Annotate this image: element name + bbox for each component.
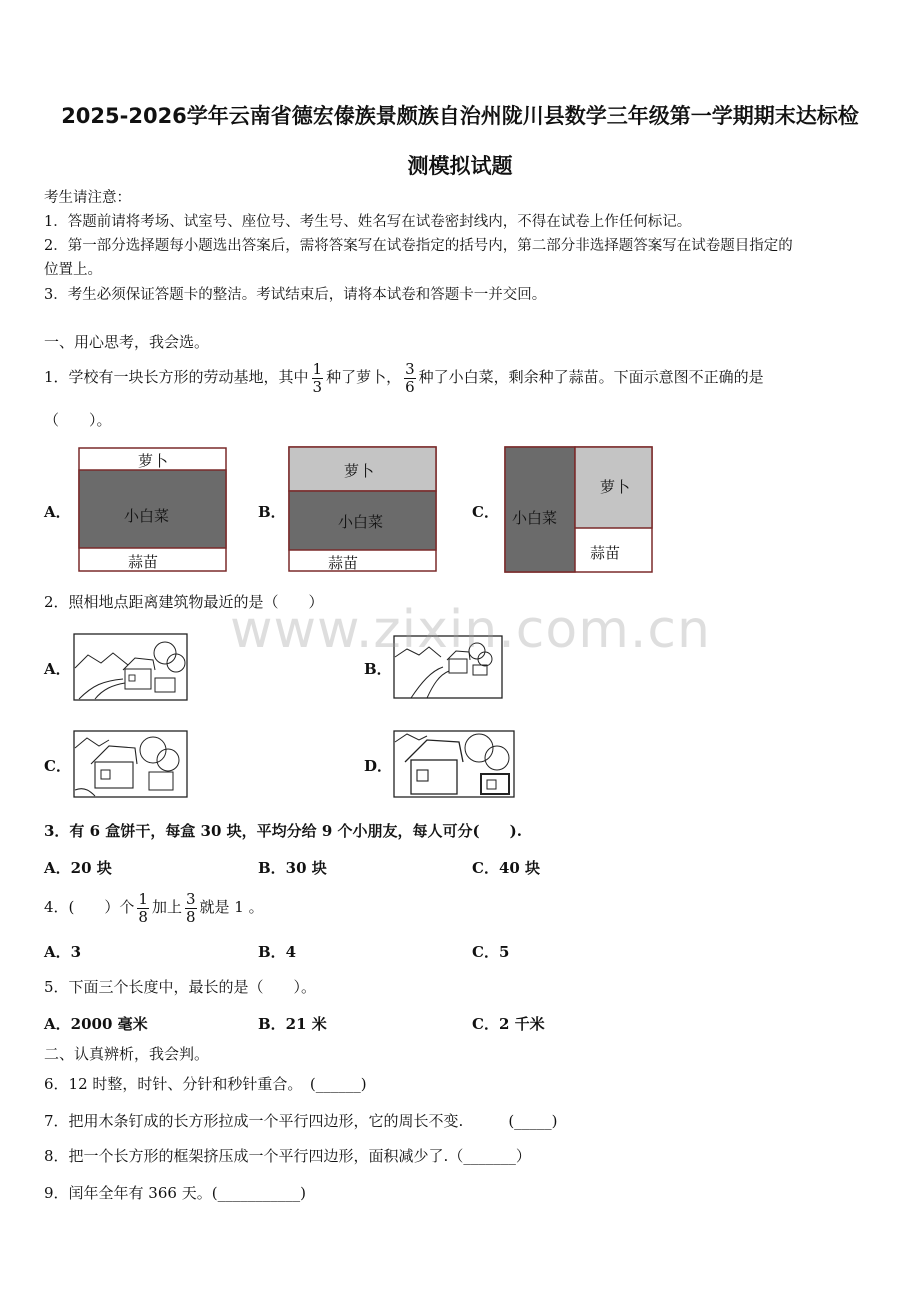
q2-option-d-label: D． <box>364 757 393 775</box>
question-4-line <box>44 886 264 928</box>
q1-b-garlic-label: 蒜苗 <box>328 554 359 572</box>
q4-option-b: B．4 <box>258 943 297 961</box>
fraction-3-8: $\frac{3}{8}$ <box>185 889 196 926</box>
page-title-line2: 测模拟试题 <box>407 154 513 178</box>
notice-item-1: 1．答题前请将考场、试室号、座位号、考生号、姓名写在试卷密封线内，不得在试卷上作任何标记。 <box>44 214 692 230</box>
q1-text-part2: 种了萝卜， <box>326 368 402 386</box>
question-7-text: 7．把用木条钉成的长方形拉成一个平行四边形，它的周长不变. (_____) <box>44 1112 558 1130</box>
question-9-text: 9．闰年全年有 366 天。(___________) <box>44 1184 306 1202</box>
q1-answer-blank: （ ）。 <box>44 411 112 429</box>
page-title-line1: 2025-2026学年云南省德宏傣族景颇族自治州陇川县数学三年级第一学期期末达标检 <box>61 104 859 128</box>
q5-option-a: A．2000 毫米 <box>44 1015 148 1033</box>
q1-b-cabbage-label: 小白菜 <box>338 513 384 531</box>
section-1-heading: 一、用心思考，我会选。 <box>44 333 210 351</box>
q3-option-a: A．20 块 <box>44 859 112 877</box>
q2-picture-d <box>393 730 515 798</box>
q4-option-c: C．5 <box>472 943 510 961</box>
q1-b-radish-label: 萝卜 <box>344 462 375 480</box>
q1-a-garlic-label: 蒜苗 <box>128 553 159 571</box>
q1-text-part1: 1．学校有一块长方形的劳动基地，其中 <box>44 368 309 386</box>
question-6-text: 6．12 时整，时针、分针和秒针重合。 (______) <box>44 1075 367 1093</box>
watermark: www.zixin.com.cn <box>230 600 711 660</box>
q3-option-b: B．30 块 <box>258 859 327 877</box>
fraction-3-6: $\frac{3}{6}$ <box>405 359 415 396</box>
q1-a-cabbage-label: 小白菜 <box>124 507 170 525</box>
q1-text-part3: 种了小白菜，剩余种了蒜苗。下面示意图不正确的是 <box>418 368 764 386</box>
q2-option-c-label: C． <box>44 757 71 775</box>
q1-c-cabbage-label: 小白菜 <box>512 509 558 527</box>
q1-option-a-label: A． <box>44 503 71 521</box>
q1-c-garlic-label: 蒜苗 <box>590 544 621 562</box>
q2-picture-a <box>73 633 188 701</box>
notice-item-3: 3．考生必须保证答题卡的整洁。考试结束后，请将本试卷和答题卡一并交回。 <box>44 287 547 303</box>
fraction-1-8: $\frac{1}{8}$ <box>138 889 148 926</box>
question-5-text: 5．下面三个长度中，最长的是（ ）。 <box>44 978 317 996</box>
q1-c-radish-label: 萝卜 <box>600 478 631 496</box>
fraction-1-3: $\frac{1}{3}$ <box>312 359 323 396</box>
question-3-text: 3．有 6 盒饼干，每盒 30 块，平均分给 9 个小朋友，每人可分( ). <box>44 822 522 840</box>
q1-option-c-label: C． <box>472 503 499 521</box>
question-2-text: 2．照相地点距离建筑物最近的是（ ） <box>44 593 324 611</box>
q2-option-b-label: B． <box>364 660 392 678</box>
q4-text-part3: 就是 1 。 <box>199 898 264 916</box>
q4-text-part1: 4．( ）个 <box>44 898 135 916</box>
q1-option-b-label: B． <box>258 503 286 521</box>
section-2-heading: 二、认真辨析，我会判。 <box>44 1045 210 1063</box>
notice-item-2: 2．第一部分选择题每小题选出答案后，需将答案写在试卷指定的括号内，第二部分非选择题答案写在试卷题目指定的 <box>44 238 793 254</box>
question-1-line <box>44 356 764 398</box>
q5-option-c: C．2 千米 <box>472 1015 545 1033</box>
q1-a-radish-label: 萝卜 <box>138 452 169 470</box>
q3-option-c: C．40 块 <box>472 859 541 877</box>
question-8-text: 8．把一个长方形的框架挤压成一个平行四边形，面积减少了.（_______） <box>44 1147 531 1165</box>
notice-heading: 考生请注意： <box>44 190 131 206</box>
notice-item-2-cont: 位置上。 <box>44 262 102 278</box>
q5-option-b: B．21 米 <box>258 1015 327 1033</box>
q2-picture-c <box>73 730 188 798</box>
q4-option-a: A．3 <box>44 943 82 961</box>
q4-text-part2: 加上 <box>151 898 182 916</box>
q2-option-a-label: A． <box>44 660 71 678</box>
